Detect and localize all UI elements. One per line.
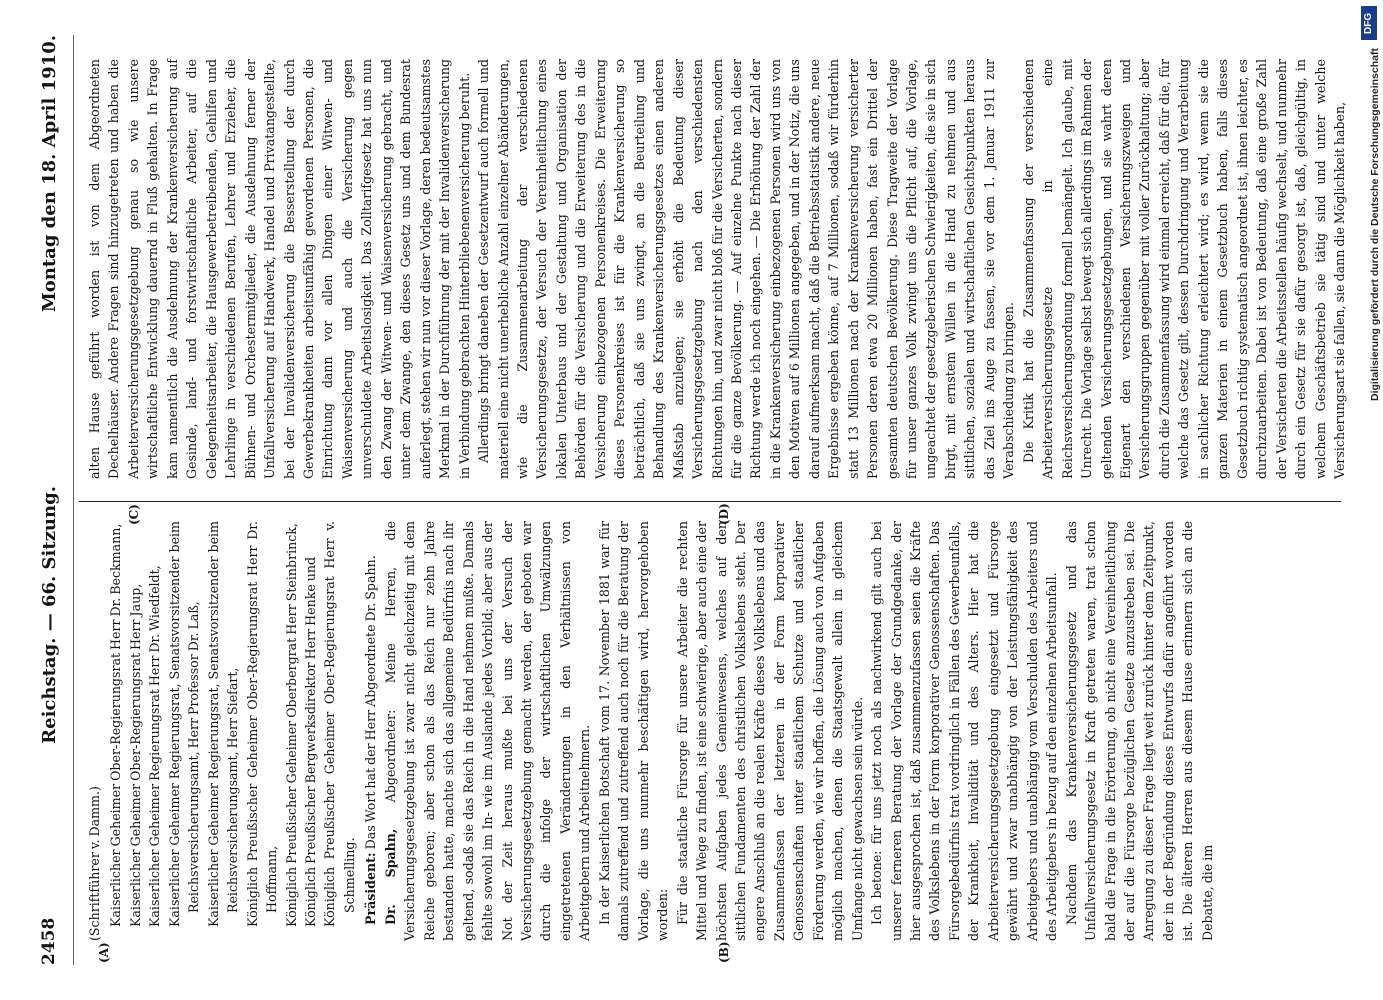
margin-mark-d: (D) [716,503,731,525]
speech-paragraph: In der Kaiserlichen Botschaft vom 17. November 1881 war für damals zutreffend und zutreffend auch noch für die Beratung der Vorlage, die uns nunmehr beschäftigen wird, hervorgehoben worden: [596,521,670,941]
speech-paragraph: Allerdings bringt daneben der Gesetzentwurf auch formell und materiell eine nicht unerhebliche Anzahl einzelner Abänderungen, wie die Zusammenarbeitung der verschiedenen Versicherungsgesetze, der Versuch der Vereinheitlichung eines lokalen Unterbaus und der Gestaltung und Organisation der Behörden für die Versicherung und die Erweiterung des in die Versicherung einbezogenen Personenkreises. Die Erweiterung dieses Personenkreises ist für die Krankenversicherung so beträchtlich, daß sie uns zwingt, an die Beurteilung und Behandlung des Krankenversicherungsgesetzes einen anderen Maßstab anzulegen; sie erhöht die Bedeutung dieser Versicherungsgesetzgebung nach den verschiedensten Richtungen hin, und zwar nicht bloß für die Versicherten, sondern für die ganze Bevölkerung. — Auf einzelne Punkte nach dieser Richtung werde ich noch eingehen. — Die Erhöhung der Zahl der in die Krankenversicherung einbezogenen Personen wird uns von den Motiven auf 6 Millionen angegeben, und in der Notiz, die uns darauf aufmerksam macht, daß die Betriebsstatistik andere, neue Ergebnisse ergeben könne, auf 7 Millionen, sodaß wir fürderhin statt 13 Millionen nach der Krankenversicherung versicherter Personen deren etwa 20 Millionen haben, fast ein Drittel der gesamten deutschen Bevölkerung. Diese Tragweite der Vorlage für unser ganzes Volk zwingt uns die Pflicht auf, die Vorlage, ungeachtet der gesetzgeberischen Schwierigkeiten, die sie in sich birgt, mit ernstem Willen in die Hand zu nehmen und aus sittlichen, sozialen und wirtschaftlichen Gesichtspunkten heraus das Ziel ins Auge zu fassen, sie vor dem 1. Januar 1911 zur Verabschiedung zu bringen. [475,59,1016,479]
president-statement [361,521,380,941]
speech-paragraph: Nachdem das Krankenversicherungsgesetz und das Unfallversicherungsgesetz in Kraft getreten waren, trat schon bald die Frage in die Erörterung, ob nicht eine Vereinheitlichung der auf die Fürsorge bezüglichen Gesetze anzustreben sei. Die Anregung zu dieser Frage liegt weit zurück hinter dem Zeitpunkt, der in der Begründung dieses Entwurfs dafür angeführt worden ist. Die älteren Herren aus diesem Hause erinnern sich an die Debatte, die im [1063,521,1215,941]
header-rule [73,35,74,965]
official-name: Kaiserlicher Geheimer Ober-Regierungsrat Herr Jaup, [127,583,143,927]
president-label: Präsident: [362,852,378,925]
official-name: Königlich Preußischer Geheimer Ober-Regierungsrat Herr v. Schmelling. [321,521,357,927]
column-divider [79,501,1341,502]
margin-mark-b: (B) [716,941,731,963]
official-name: Kaiserlicher Geheimer Ober-Regierungsrat Herr Dr. Beckmann, [107,523,123,927]
official-name: Kaiserlicher Geheimer Regierungsrat Herr Dr. Wiedfeldt, [146,565,162,927]
official-name: Kaiserlicher Geheimer Regierungsrat, Senatsvorsitzender beim Reichsversicherungsamt, Herr Siefart, [205,521,240,927]
margin-mark-a: (A) [96,942,111,963]
official-name: Königlich Preußischer Geheimer Oberbergrat Herr Steinbrinck, [283,523,299,927]
speaker-role: Abgeordneter: [382,709,398,803]
rotated-newspaper-page [27,35,1357,965]
speech-quote: Für die staatliche Fürsorge für unsere Arbeiter die rechten Mittel und Wege zu finden, ist eine schwierige, aber auch eine der höchsten Aufgaben jedes Gemeinwesens, welches auf den sittlichen Fundamenten des christlichen Volkslebens steht. Der engere Anschluß an die realen Kräfte dieses Volkslebens und das Zusammenfassen der letzteren in der Form korporativer Genossenschaften unter staatlichem Schutze und staatlicher Förderung werden, wie wir hoffen, die Lösung auch von Aufgaben möglich machen, denen die Staatsgewalt allein in gleichem Umfange nicht gewachsen sein würde. [674,521,865,941]
official-name: Königlich Preußischer Bergwerksdirektor Herr Henke und [302,556,318,927]
page-header [27,35,71,965]
column-intro: (Schriftführer v. Damm.) [86,786,102,941]
page-date: Montag den 18. April 1910. [38,35,59,313]
speech-text: Meine Herren, die Versicherungsgesetzgebung ist zwar nicht gleichzeitig mit dem Reiche geboren; aber schon als das Reich nur zehn Jahre bestanden hatte, machte sich das allgemeine Bedürfnis nach ihr geltend, sodaß sie das Reich in die Hand nehmen mußte. Damals fehlte sowohl im In- wie im Auslande jedes Vorbild; aber aus der Not der Zeit heraus mußte bei uns der Versuch der Versicherungsgesetzgebung gemacht werden, der geboten war durch die infolge der wirtschaftlichen Umwälzungen eingetretenen Veränderungen in den Verhältnissen von Arbeitgebern und Arbeitnehmern. [382,521,592,941]
speech-paragraph: Ich betone: für uns jetzt noch als nachwirkend gilt auch bei unserer ferneren Beratung der Vorlage der Grundgedanke, der hier ausgesprochen ist, daß zusammenzufassen seien die Kräfte des Volkslebens in der Form korporativer Genossenschaften. Das Fürsorgebedürfnis trat vordringlich in Fällen des Gewerbeunfalls, der Krankheit, Invalidität und des Alters. Hier hat die Arbeiterversicherungsgesetzgebung eingesetzt und Fürsorge gewährt und zwar unabhängig von der Leistungsfähigkeit des Arbeitgebers und unabhängig vom Verschulden des Arbeiters und des Arbeitgebers in bezug auf den einzelnen Arbeitsunfall. [868,521,1059,941]
speaker-name: Dr. Spahn, [382,828,398,925]
digitization-credit: Digitalisierung gefördert durch die Deutsche Forschungsgemeinschaft [1369,48,1381,401]
right-column [85,59,1347,479]
official-name: Kaiserlicher Geheimer Regierungsrat, Senatsvorsitzender beim Reichsversicherungsamt, Herr Professor Dr. Laß, [166,521,201,927]
speech-paragraph [380,521,594,941]
margin-mark-c: (C) [126,504,141,525]
page-title: Reichstag. — 66. Sitzung. [38,486,59,744]
left-column [85,521,1340,941]
official-name: Königlich Preußischer Geheimer Ober-Regierungsrat Herr Dr. Hoffmann, [244,521,279,927]
president-text: Das Wort hat der Herr Abgeordnete Dr. Spahn. [362,555,378,850]
speech-paragraph: Die Kritik hat die Zusammenfassung der verschiedenen Arbeiterversicherungsgesetze in eine Reichsversicherungsordnung formell bemängelt. Ich glaube, mit Unrecht. Die Vorlage selbst bewegt sich allerdings im Rahmen der geltenden Versicherungsgesetzgebungen, und sie wahrt deren Eigenart den verschiedenen Versicherungszweigen und Versicherungsgruppen gegenüber mit voller Zurückhaltung; aber durch die Zusammenfassung wird einmal erreicht, daß für die, für welche das Gesetz gilt, dessen Durchdringung und Verarbeitung in sachlicher Richtung erleichtert wird; es wird, wenn sie die ganzen Materien in einem Gesetzbuch haben, falls dieses Gesetzbuch richtig systematisch angeordnet ist, ihnen leichter, es durchzuarbeiten. Dabei ist von Bedeutung, daß eine große Zahl der Versicherten die Arbeitsstellen häufig wechselt, und nunmehr durch ein Gesetz für sie dafür gesorgt ist, daß, gleichgültig, in welchem Geschäftsbetrieb sie tätig sind und unter welche Versicherungsart sie fallen, sie dann die Möglichkeit haben, [1020,59,1347,479]
speech-paragraph: alten Hause geführt worden ist von dem Abgeordneten Dechelhäuser. Andere Fragen sind hinzugetreten und haben die Arbeiterversicherungsgesetzgebung genau so wie unsere wirtschaftliche Entwicklung dauernd in Fluß gehalten. In Frage kam namentlich die Ausdehnung der Krankenversicherung auf Gesinde, land- und forstwirtschaftliche Arbeiter, auf die Gelegenheitsarbeiter, die Hausgewerbetreibenden, Gehilfen und Lehrlinge in verschiedenen Berufen, Lehrer und Erzieher, die Bühnen- und Orchestermitglieder, die Ausdehnung ferner der Unfallversicherung auf Handwerk, Handel und Privatangestellte, bei der Invalidenversicherung die Besserstellung der durch Gewerbekrankheiten arbeitsunfähig gewordenen Personen, die Einrichtung dann vor allen Dingen einer Witwen- und Waisenversicherung und auch die Versicherung gegen unverschuldete Arbeitslosigkeit. Das Zolltarifgesetz hat uns nun den Zwang der Witwen- und Waisenversicherung gebracht, und unter dem Zwange, den dieses Gesetz uns und dem Bundesrat auferlegt, stehen wir nun vor dieser Vorlage, deren bedeutsamstes Merkmal in der Durchführung der mit der Invalidenversicherung in Verbindung gebrachten Hinterbliebenenversicherung beruht. [86,59,472,479]
official-list [106,521,359,941]
dfg-logo: DFG [1361,6,1377,40]
page-number: 2458 [38,917,59,965]
